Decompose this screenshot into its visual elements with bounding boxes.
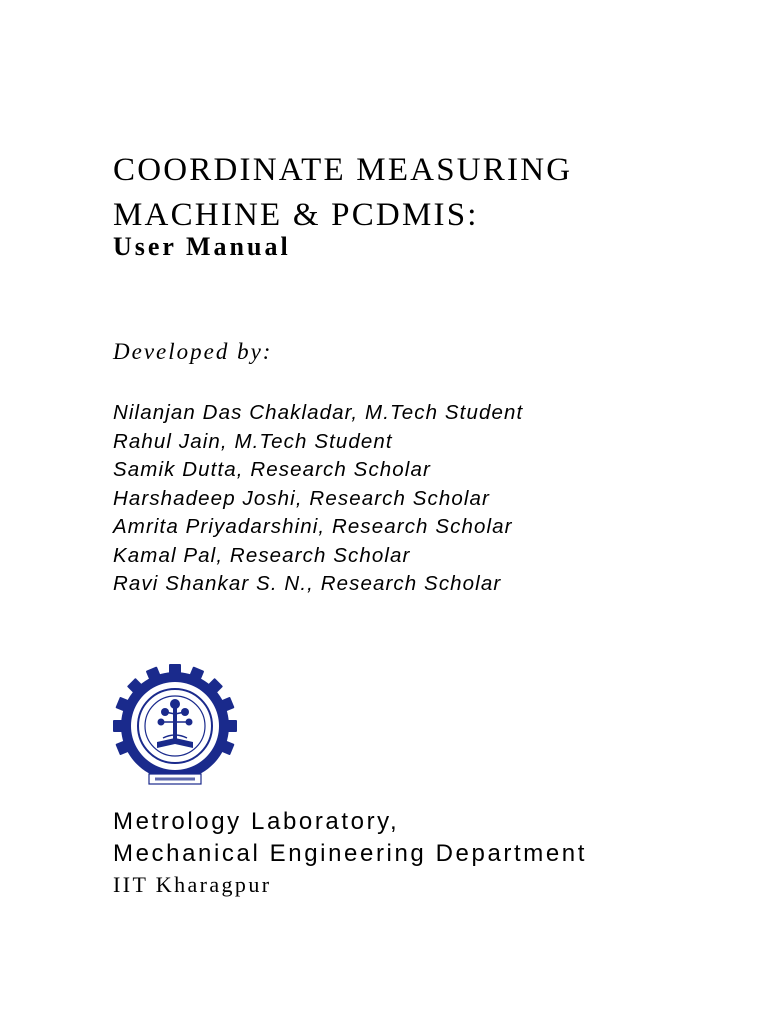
document-subtitle: User Manual	[113, 232, 291, 261]
developed-by-label: Developed by:	[113, 339, 273, 364]
institute-name: IIT Kharagpur	[113, 872, 272, 897]
title-line-2: MACHINE & PCDMIS:	[113, 197, 479, 233]
title-line-1: COORDINATE MEASURING	[113, 152, 573, 188]
department-name: Mechanical Engineering Department	[113, 840, 588, 867]
document-title	[113, 148, 572, 238]
author-item: Amrita Priyadarshini, Research Scholar	[113, 515, 513, 538]
lab-name: Metrology Laboratory,	[113, 808, 400, 835]
institution-block	[113, 806, 587, 900]
author-item: Kamal Pal, Research Scholar	[113, 543, 411, 567]
author-item: Samik Dutta, Research Scholar	[113, 458, 431, 481]
author-item: Harshadeep Joshi, Research Scholar	[113, 486, 490, 510]
author-item: Nilanjan Das Chakladar, M.Tech Student	[113, 401, 524, 424]
author-item: Ravi Shankar S. N., Research Scholar	[113, 572, 502, 595]
institute-logo-icon	[113, 662, 237, 792]
author-item: Rahul Jain, M.Tech Student	[113, 429, 393, 453]
author-list	[113, 399, 523, 599]
